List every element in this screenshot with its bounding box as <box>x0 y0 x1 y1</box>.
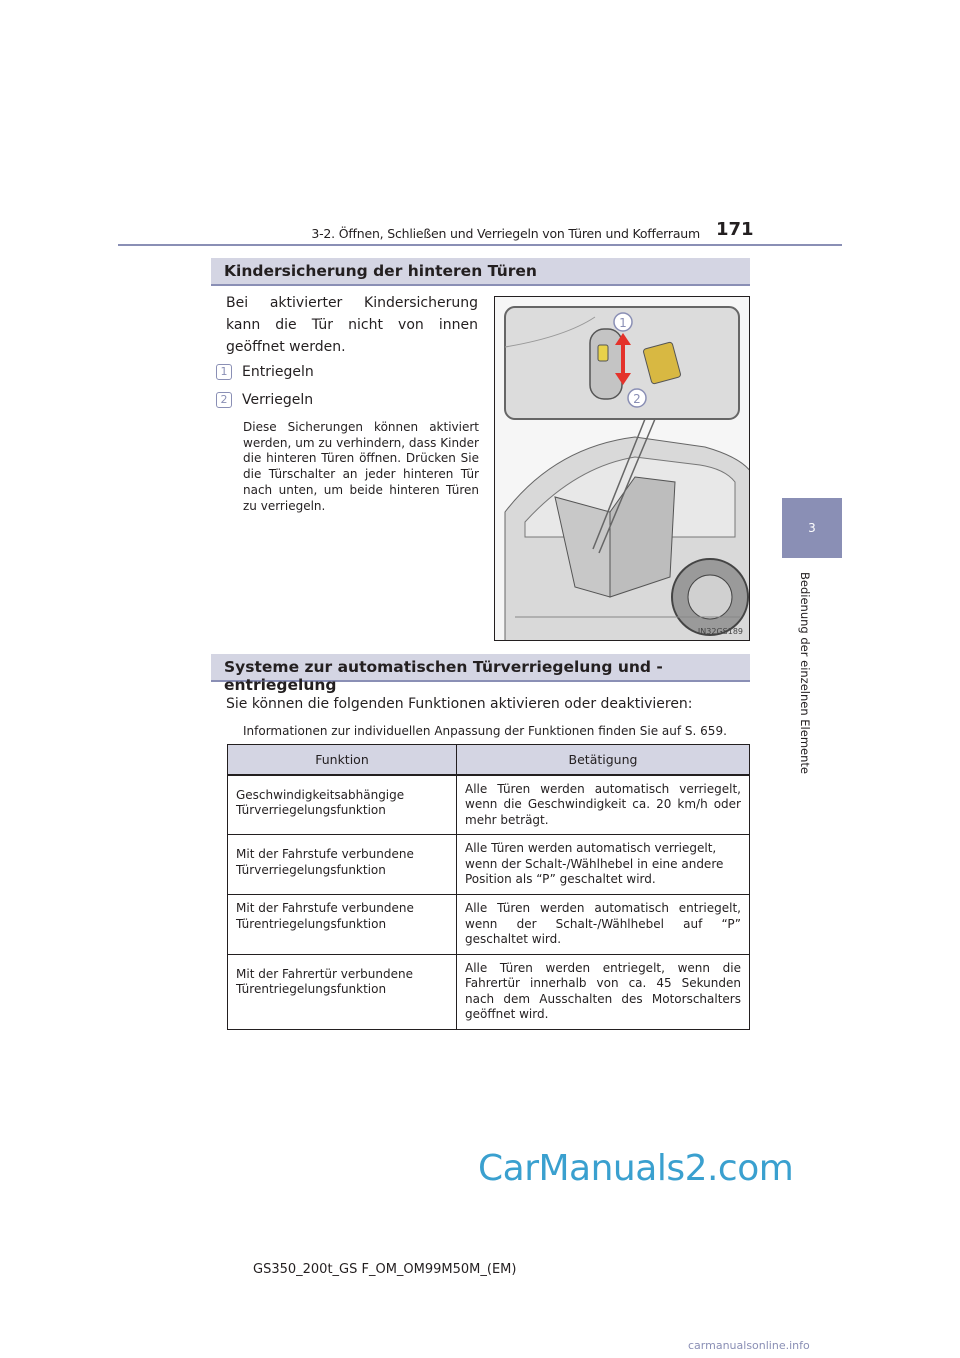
child-lock-intro: Bei aktivierter Kindersicherung kann die Tür nicht von innen geöffnet werden. <box>226 295 478 355</box>
legend-label-unlock: Entriegeln <box>242 364 314 380</box>
legend-item-unlock <box>216 364 314 384</box>
table-row <box>228 895 750 955</box>
table-cell-function: Mit der Fahrstufe verbundene Türentriegelungsfunktion <box>228 895 457 955</box>
figure-code: IN32GS189 <box>697 627 743 636</box>
table-cell-operation: Alle Türen werden automatisch entriegelt, wenn der Schalt-/Wählhebel auf “P” geschaltet wird. <box>457 895 750 955</box>
table-header-operation: Betätigung <box>457 745 750 775</box>
car-door-illustration <box>495 297 750 641</box>
section-heading-child-lock <box>211 258 750 286</box>
auto-lock-note: Informationen zur individuellen Anpassung der Funktionen finden Sie auf S. 659. <box>243 724 727 738</box>
figure-callout-2: 2 <box>633 392 641 406</box>
table-row <box>228 835 750 895</box>
table-row <box>228 775 750 835</box>
table-cell-function: Mit der Fahrstufe verbundene Türverriegelungsfunktion <box>228 835 457 895</box>
callout-number-2: 2 <box>216 392 232 408</box>
section-title: Systeme zur automatischen Türverriegelung und -entriegelung <box>224 658 663 694</box>
table-cell-operation: Alle Türen werden automatisch verriegelt, wenn die Geschwindigkeit ca. 20 km/h oder mehr beträgt. <box>457 775 750 835</box>
section-heading-auto-lock <box>211 654 750 694</box>
function-table <box>227 744 750 1030</box>
table-cell-operation: Alle Türen werden entriegelt, wenn die Fahrertür innerhalb von ca. 45 Sekunden nach dem Ausschalten des Motorschalters geöffnet wird. <box>457 954 750 1029</box>
header-rule <box>118 244 842 246</box>
chapter-tab <box>782 498 842 558</box>
chapter-tab-number: 3 <box>808 521 816 535</box>
footer-manual-code: GS350_200t_GS F_OM_OM99M50M_(EM) <box>253 1262 517 1277</box>
legend-item-lock <box>216 392 313 412</box>
auto-lock-intro: Sie können die folgenden Funktionen aktivieren oder deaktivieren: <box>226 696 693 712</box>
table-cell-function: Mit der Fahrertür verbundene Türentriegelungsfunktion <box>228 954 457 1029</box>
figure-callout-1: 1 <box>619 316 627 330</box>
table-row <box>228 954 750 1029</box>
running-header-chapter: 3-2. Öffnen, Schließen und Verriegeln von Türen und Kofferraum <box>311 226 700 241</box>
watermark-logo: CarManuals2.com <box>478 1148 794 1189</box>
child-lock-note: Diese Sicherungen können aktiviert werden, um zu verhindern, dass Kinder die hinteren Türen öffnen. Drücken Sie die Türschalter an jeder hinteren Tür nach unten, um beide hinteren Türen zu verriegeln. <box>243 420 479 513</box>
callout-number-1: 1 <box>216 364 232 380</box>
chapter-side-label: Bedienung der einzelnen Elemente <box>798 572 812 774</box>
watermark-site: carmanualsonline.info <box>688 1339 810 1352</box>
child-lock-illustration <box>494 296 750 641</box>
table-cell-function: Geschwindigkeitsabhängige Türverriegelungsfunktion <box>228 775 457 835</box>
table-header-row <box>228 745 750 775</box>
table-cell-operation: Alle Türen werden automatisch verriegelt, wenn der Schalt-/Wählhebel in eine andere Position als “P” geschaltet wird. <box>457 835 750 895</box>
legend-label-lock: Verriegeln <box>242 392 314 408</box>
table-header-function: Funktion <box>228 745 457 775</box>
section-title: Kindersicherung der hinteren Türen <box>224 262 537 280</box>
page-number: 171 <box>716 219 754 240</box>
